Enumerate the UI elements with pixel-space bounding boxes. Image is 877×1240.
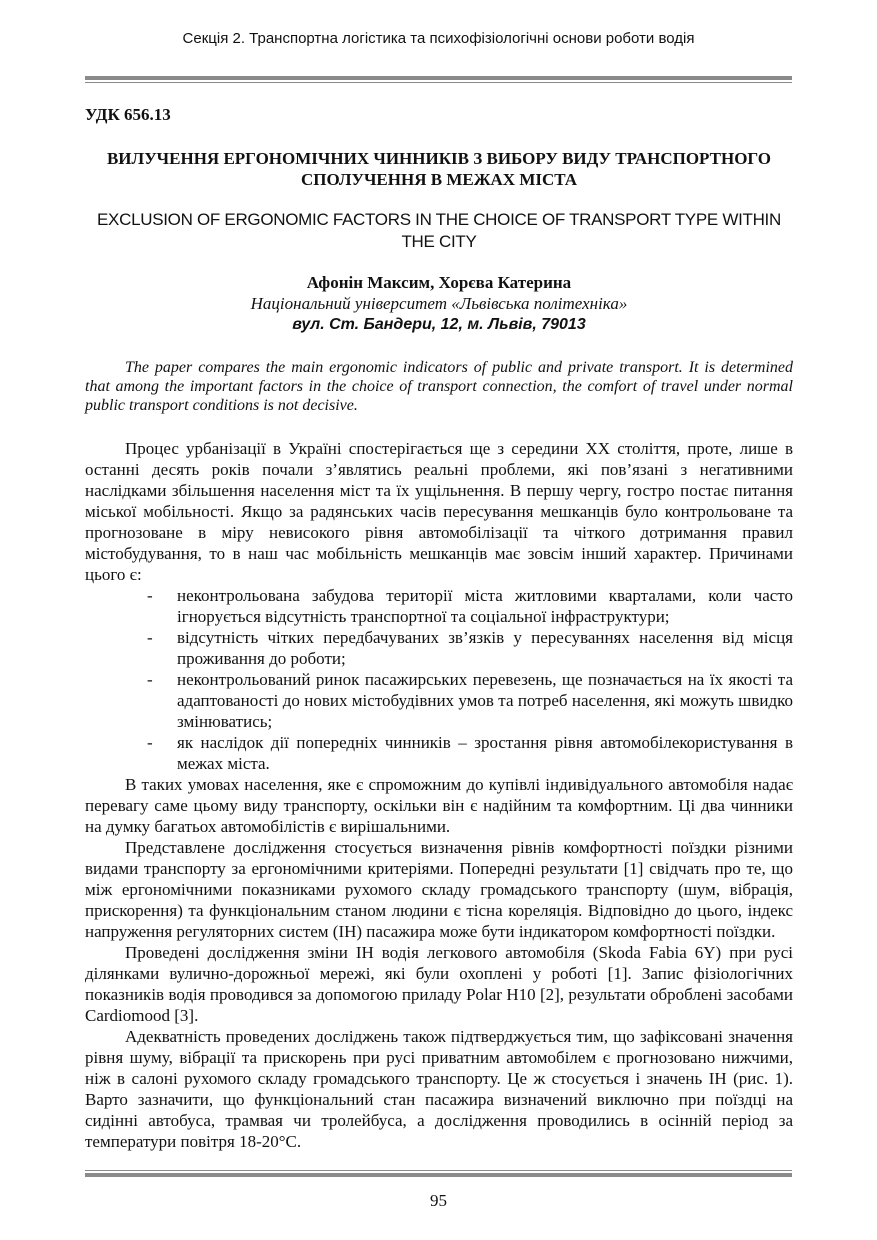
- udc-code: УДК 656.13: [85, 105, 171, 124]
- list-item-text: неконтрольований ринок пасажирських перевезень, ще позначається на їх якості та адаптованості до нових містобудівних умов та потреб населення, які можуть швидко змінюватись;: [177, 670, 793, 731]
- body-paragraph-4: Проведені дослідження зміни ІН водія легкового автомобіля (Skoda Fabia 6Y) при русі ділянками вулично-дорожньої мережі, які були охоплені у роботі [1]. Запис фізіологічних показників водія проводився за допомогою приладу Polar H10 [2], результати оброблені засобами Cardiomood [3].: [85, 943, 793, 1025]
- affiliation: Національний університет «Львівська політехніка»: [250, 294, 628, 313]
- list-bullet: -: [147, 733, 153, 752]
- list-item-text: як наслідок дії попередніх чинників – зростання рівня автомобілекористування в межах міста.: [177, 733, 793, 773]
- list-item: [147, 669, 793, 732]
- list-item: [147, 732, 793, 774]
- authors: Афонін Максим, Хорєва Катерина: [306, 273, 572, 292]
- list-item-text: відсутність чітких передбачуваних зв’язків у пересуваннях населення від місця проживання до роботи;: [177, 628, 793, 668]
- title-ukrainian: ВИЛУЧЕННЯ ЕРГОНОМІЧНИХ ЧИННИКІВ З ВИБОРУ ВИДУ ТРАНСПОРТНОГО СПОЛУЧЕННЯ В МЕЖАХ МІСТА: [106, 149, 772, 189]
- list-item: [147, 627, 793, 669]
- address: вул. Ст. Бандери, 12, м. Львів, 79013: [292, 316, 586, 333]
- running-header: Секція 2. Транспортна логістика та психофізіологічні основи роботи водія: [182, 30, 695, 47]
- body-paragraph-3: Представлене дослідження стосується визначення рівнів комфортності поїздки різними видами транспорту за ергономічними критеріями. Попередні результати [1] свідчать про те, що між ергономічними показниками рухомого складу громадського транспорту (шум, вібрація, прискорення) та функціональним станом людини є тісна кореляція. Відповідно до цього, індекс напруження регуляторних систем (ІН) пасажира може бути індикатором комфортності поїздки.: [85, 838, 793, 941]
- body-paragraph-2: В таких умовах населення, яке є спроможним до купівлі індивідуального автомобіля надає перевагу саме цьому виду транспорту, оскільки він є надійним та комфортним. Ці два чинники на думку багатьох автомобілістів є вирішальними.: [85, 775, 793, 836]
- header-rule: [85, 76, 792, 83]
- list-bullet: -: [147, 628, 153, 647]
- list-bullet: -: [147, 586, 153, 605]
- body-paragraph-1: Процес урбанізації в Україні спостерігається ще з середини ХХ століття, проте, лише в останні десять років почали з’являтись реальні проблеми, які пов’язані з негативними наслідками збільшення населення міст та їх ущільнення. В першу чергу, гостро постає питання міської мобільності. Якщо за радянських часів пересування мешканців було контрольоване та прогнозоване в міру невисокого рівня автомобілізації та чіткого дотримання правил містобудування, то в наш час мобільність мешканців має зовсім інший характер. Причинами цього є:: [85, 439, 793, 584]
- list-item: [147, 585, 793, 627]
- title-english: EXCLUSION OF ERGONOMIC FACTORS IN THE CHOICE OF TRANSPORT TYPE WITHIN THE CITY: [97, 210, 781, 251]
- causes-list: [85, 585, 793, 774]
- abstract: The paper compares the main ergonomic indicators of public and private transport. It is determined that among the important factors in the choice of transport connection, the comfort of travel under normal public transport conditions is not decisive.: [85, 359, 793, 414]
- body-paragraph-5: Адекватність проведених досліджень також підтверджується тим, що зафіксовані значення рівня шуму, вібрації та прискорень при русі приватним автомобілем є прогнозовано нижчими, ніж в салоні рухомого складу громадського транспорту. Це ж стосується і значень ІН (рис. 1). Варто зазначити, що функціональний стан пасажира визначений виключно при поїздці на сидінні автобуса, трамвая чи тролейбуса, а дослідження проводились в осінній період за температури повітря 18-20°С.: [85, 1027, 793, 1151]
- page-content: [85, 104, 793, 1152]
- list-bullet: -: [147, 670, 153, 689]
- list-item-text: неконтрольована забудова території міста житловими кварталами, коли часто ігнорується відсутність транспортної та соціальної інфраструктури;: [177, 586, 793, 626]
- page-number: 95: [430, 1191, 447, 1210]
- footer-rule: [85, 1170, 792, 1177]
